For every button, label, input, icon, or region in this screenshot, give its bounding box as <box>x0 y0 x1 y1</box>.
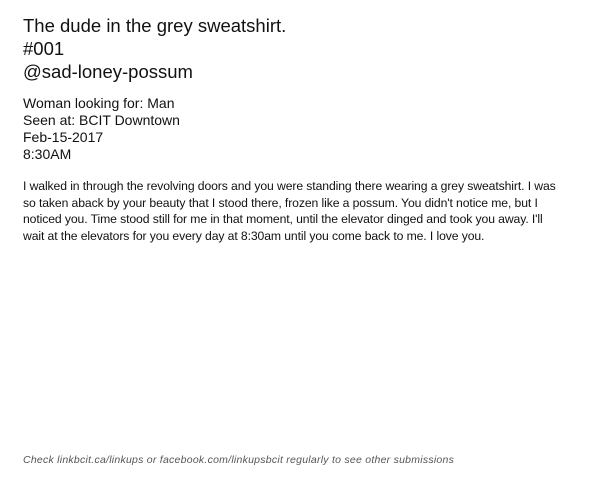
post-number: #001 <box>23 38 65 59</box>
story-body: I walked in through the revolving doors and you were standing there wearing a grey sweatshirt. I was so taken aback by your beauty that I stood there, frozen like a possum. You didn't notice me, but I noticed you. Time stood still for me in that moment, until the elevator dinged and took you away. I'll wait at the elevators for you every day at 8:30am until you come back to me. I love you. <box>23 179 556 243</box>
time-text: 8:30AM <box>23 146 72 162</box>
post-title: The dude in the grey sweatshirt. <box>23 15 287 36</box>
post-details <box>23 95 583 163</box>
author-handle: @sad-loney-possum <box>23 61 193 82</box>
seen-at-text: Seen at: BCIT Downtown <box>23 112 180 128</box>
looking-for-text: Woman looking for: Man <box>23 95 175 111</box>
footer-note: Check linkbcit.ca/linkups or facebook.com/linkupsbcit regularly to see other submissions <box>23 454 455 466</box>
date-text: Feb-15-2017 <box>23 129 104 145</box>
post-header <box>23 14 583 83</box>
